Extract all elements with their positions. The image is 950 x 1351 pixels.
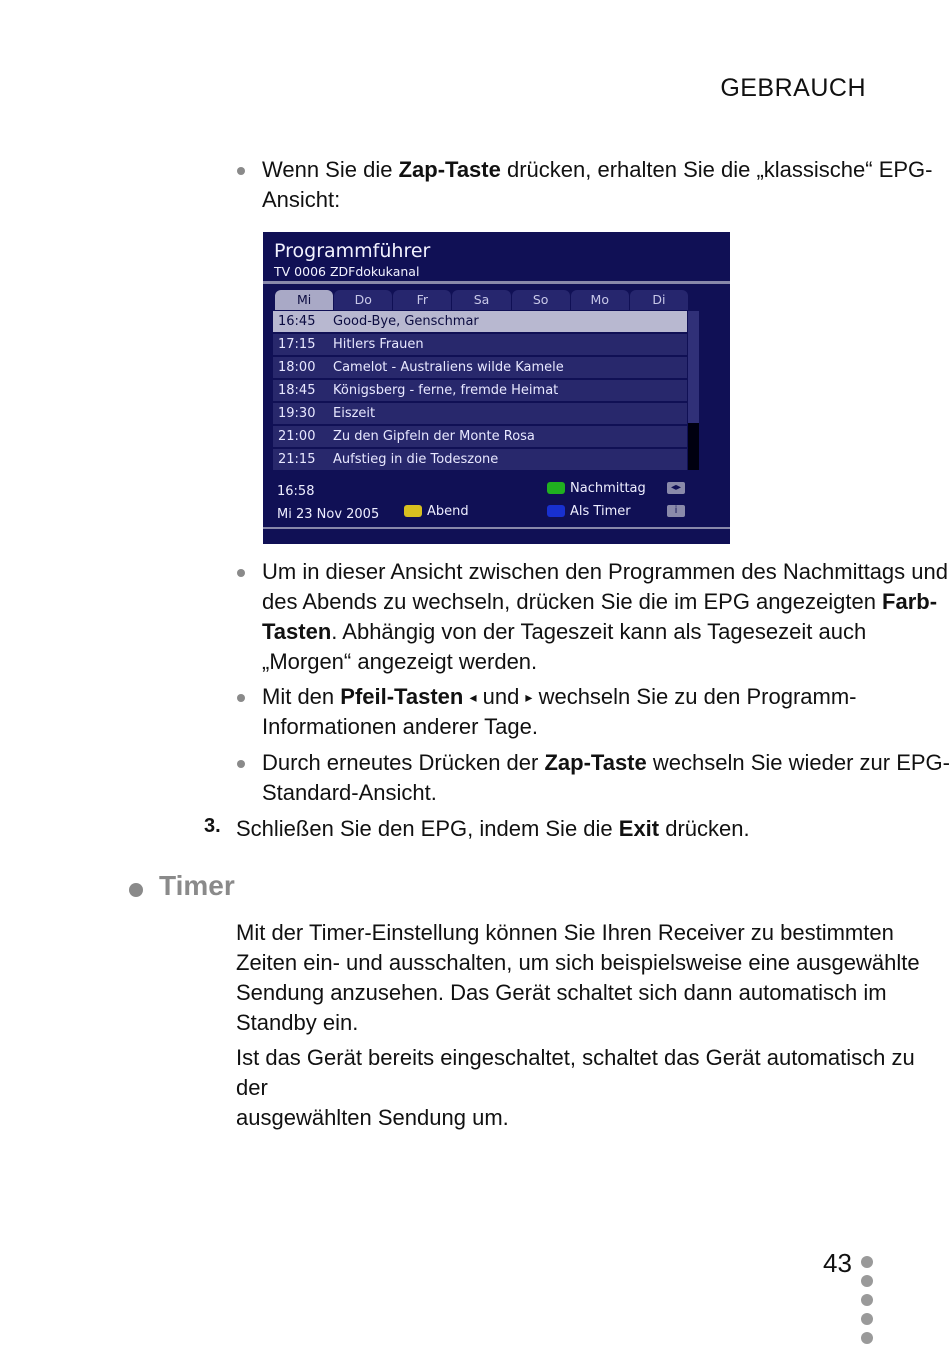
bullet-dot [237,167,245,175]
bullet-1-text: Wenn Sie die Zap-Taste drücken, erhalten Sie die „klassische“ EPG- Ansicht: [262,157,933,212]
tab-day[interactable]: Sa [452,290,510,310]
green-key-icon [547,482,565,494]
timer-paragraph-1: Mit der Timer-Einstellung können Sie Ihren Receiver zu bestimmten Zeiten ein- und ausschalten, um sich beispielsweise eine ausgewählte Sendung anzusehen. Das Gerät schaltet sich dann automatisch im Standby ein. [236,920,920,1035]
epg-row[interactable]: 17:15 Hitlers Frauen [273,334,687,356]
epg-scroll-thumb[interactable] [688,311,699,423]
decorative-dot [861,1332,873,1344]
page-number: 43 [823,1248,852,1278]
arrow-right-icon: ▸ [525,689,533,705]
epg-row[interactable]: 19:30 Eiszeit [273,403,687,425]
section-heading: Timer [159,870,235,901]
step-number: 3. [204,815,221,837]
epg-day-tabs [275,290,689,310]
tab-day[interactable]: Mi [275,290,333,310]
decorative-dot [861,1275,873,1287]
epg-title: Programmführer [274,240,431,262]
tab-day[interactable]: So [512,290,570,310]
epg-row[interactable]: 21:00 Zu den Gipfeln der Monte Rosa [273,426,687,448]
epg-green-label: Nachmittag [570,481,646,496]
timer-paragraph-2: Ist das Gerät bereits eingeschaltet, schaltet das Gerät automatisch zu der ausgewählten Sendung um. [236,1045,915,1130]
section-bullet-dot [129,883,143,897]
bullet-2-text: Um in dieser Ansicht zwischen den Programmen des Nachmittags und des Abends zu wechseln, drücken Sie die im EPG angezeigten Farb- Tasten. Abhängig von der Tageszeit kann als Tagesezeit auch „Morgen“ angezeigt werden. [262,559,948,674]
epg-date: Mi 23 Nov 2005 [277,507,380,522]
epg-bottom-rule [263,527,730,529]
epg-row[interactable]: 18:45 Königsberg - ferne, fremde Heimat [273,380,687,402]
info-icon: i [667,505,685,517]
bullet-3-text: Mit den Pfeil-Tasten ◂ und ▸ wechseln Sie zu den Programm- Informationen anderer Tage. [262,684,857,739]
tab-day[interactable]: Do [334,290,392,310]
epg-row[interactable]: 16:45 Good-Bye, Genschmar [273,311,687,333]
decorative-dot [861,1256,873,1268]
epg-row[interactable]: 18:00 Camelot - Australiens wilde Kamele [273,357,687,379]
left-right-arrows-icon: ◂▸ [667,482,685,494]
decorative-dot [861,1313,873,1325]
bullet-dot [237,569,245,577]
step-3-text: Schließen Sie den EPG, indem Sie die Exit drücken. [236,816,750,841]
arrow-left-icon: ◂ [469,689,477,705]
yellow-key-icon [404,505,422,517]
tab-day[interactable]: Mo [571,290,629,310]
section-header: GEBRAUCH [720,74,866,102]
epg-channel: TV 0006 ZDFdokukanal [274,264,420,279]
bullet-dot [237,760,245,768]
epg-row[interactable]: 21:15 Aufstieg in die Todeszone [273,449,687,471]
bullet-4-text: Durch erneutes Drücken der Zap-Taste wechseln Sie wieder zur EPG- Standard-Ansicht. [262,750,950,805]
blue-key-icon [547,505,565,517]
tab-day[interactable]: Fr [393,290,451,310]
epg-scrollbar[interactable] [688,311,699,470]
epg-yellow-label: Abend [427,504,469,519]
tab-day[interactable]: Di [630,290,688,310]
epg-divider [263,281,730,284]
epg-clock: 16:58 [277,484,315,499]
epg-screenshot [263,232,730,544]
decorative-dot [861,1294,873,1306]
bullet-dot [237,694,245,702]
epg-blue-label: Als Timer [570,504,631,519]
